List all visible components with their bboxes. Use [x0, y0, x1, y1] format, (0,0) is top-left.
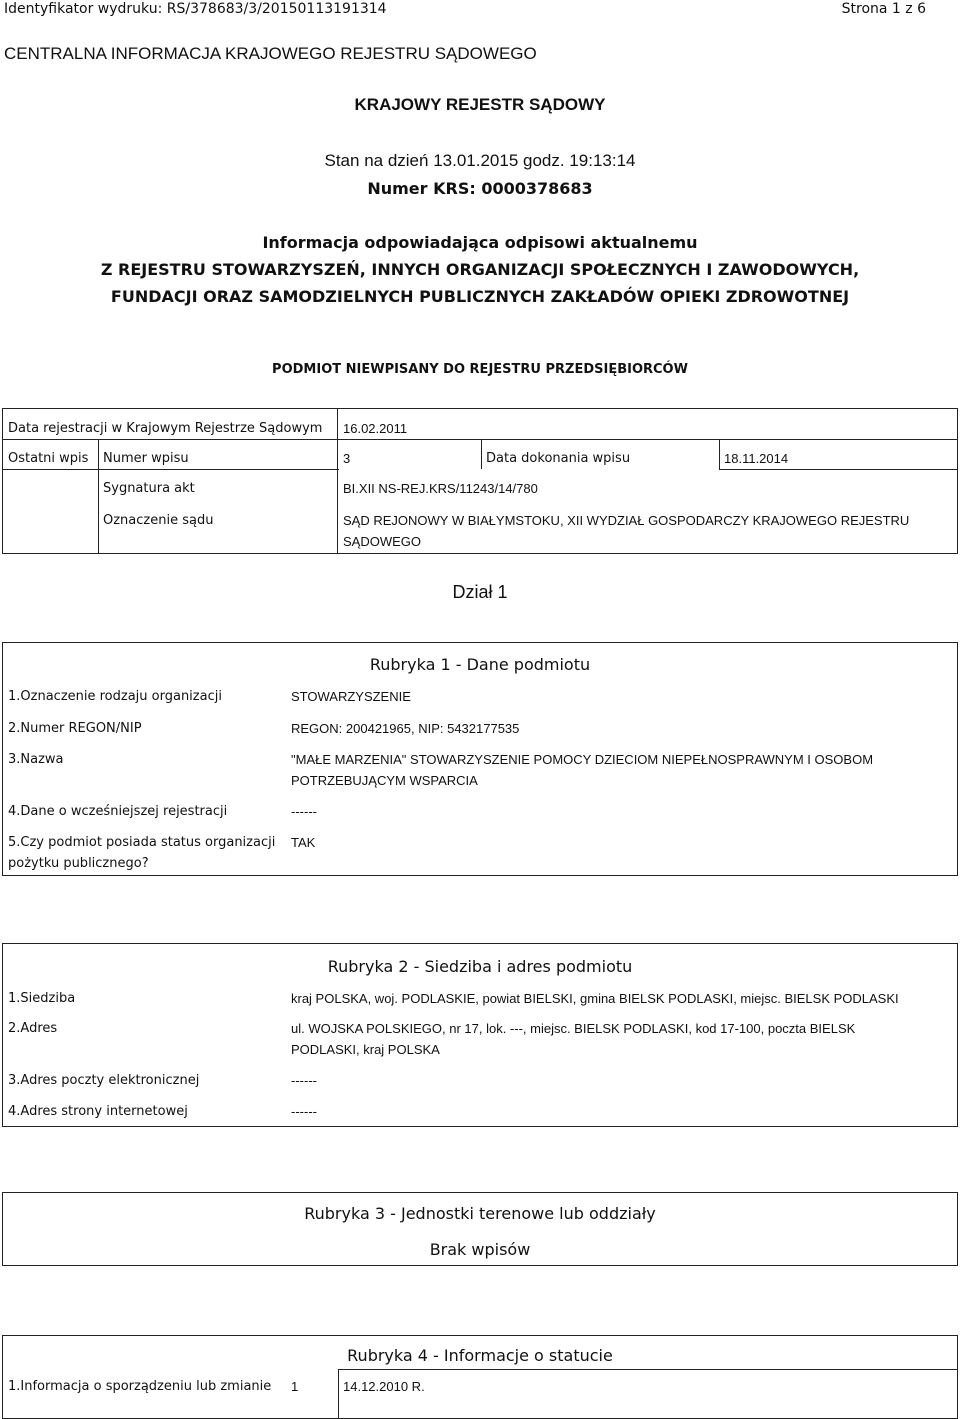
entry-date-label: Data dokonania wpisu: [486, 451, 631, 466]
rubric-1-row-1-label: 1.Oznaczenie rodzaju organizacji: [8, 689, 222, 704]
signature-label: Sygnatura akt: [103, 481, 195, 496]
signature-value: BI.XII NS-REJ.KRS/11243/14/780: [343, 481, 538, 496]
court-value: SĄD REJONOWY W BIAŁYMSTOKU, XII WYDZIAŁ GOSPODARCZY KRAJOWEGO REJESTRU SĄDOWEGO: [343, 513, 910, 549]
rubric-3-title: Rubryka 3 - Jednostki terenowe lub oddziały: [304, 1204, 656, 1223]
rubric-1-row-4-value: ------: [291, 804, 317, 819]
rubric-2-table: [2, 943, 958, 1127]
rubric-1-row-1-value: STOWARZYSZENIE: [291, 689, 411, 704]
rubric-1-table: [2, 642, 958, 876]
rubric-1-row-5-label: 5.Czy podmiot posiada status organizacji pożytku publicznego?: [8, 835, 276, 871]
entry-date-value: 18.11.2014: [724, 451, 789, 466]
rubric-1-row-3-value: "MAŁE MARZENIA" STOWARZYSZENIE POMOCY DZIECIOM NIEPEŁNOSPRAWNYM I OSOBOM POTRZEBUJĄCYM WSPARCIA: [291, 752, 874, 788]
rubric-3-table: [2, 1192, 958, 1266]
page-number: Strona 1 z 6: [841, 1, 926, 17]
state-date: Stan na dzień 13.01.2015 godz. 19:13:14: [324, 151, 636, 170]
info-line-3: FUNDACJI ORAZ SAMODZIELNYCH PUBLICZNYCH ZAKŁADÓW OPIEKI ZDROWOTNEJ: [110, 287, 850, 306]
rubric-2-row-3-value: ------: [291, 1073, 317, 1088]
reg-date-value: 16.02.2011: [343, 421, 408, 436]
rubric-4-row-1-value: 14.12.2010 R.: [343, 1379, 425, 1394]
rubric-2-row-4-value: ------: [291, 1104, 317, 1119]
rubric-2-row-4-label: 4.Adres strony internetowej: [8, 1104, 188, 1119]
rubric-2-title: Rubryka 2 - Siedziba i adres podmiotu: [327, 957, 633, 976]
print-identifier: Identyfikator wydruku: RS/378683/3/20150113191314: [4, 1, 387, 17]
rubric-4-row-1-label: 1.Informacja o sporządzeniu lub zmianie: [8, 1379, 272, 1394]
entry-number-value: 3: [343, 451, 351, 466]
rubric-4-table: [2, 1335, 958, 1419]
rubric-3-empty: Brak wpisów: [429, 1240, 531, 1259]
rubric-2-row-1-label: 1.Siedziba: [8, 991, 76, 1006]
rubric-1-row-5-value: TAK: [291, 835, 316, 850]
rubric-1-row-2-value: REGON: 200421965, NIP: 5432177535: [291, 721, 520, 736]
subject-note: PODMIOT NIEWPISANY DO REJESTRU PRZEDSIĘBIORCÓW: [272, 362, 688, 377]
court-label: Oznaczenie sądu: [103, 513, 214, 528]
rubric-1-row-2-label: 2.Numer REGON/NIP: [8, 721, 142, 736]
rubric-4-title: Rubryka 4 - Informacje o statucie: [347, 1346, 613, 1365]
rubric-1-row-3-label: 3.Nazwa: [8, 752, 64, 767]
entry-number-label: Numer wpisu: [103, 451, 189, 466]
info-line-1: Informacja odpowiadająca odpisowi aktualnemu: [262, 233, 698, 252]
rubric-2-row-2-label: 2.Adres: [8, 1021, 58, 1036]
krs-number: Numer KRS: 0000378683: [367, 179, 593, 198]
rubric-1-row-4-label: 4.Dane o wcześniejszej rejestracji: [8, 804, 228, 819]
rubric-4-row-1-number: 1: [291, 1379, 299, 1394]
rubric-2-row-2-value: ul. WOJSKA POLSKIEGO, nr 17, lok. ---, miejsc. BIELSK PODLASKI, kod 17-100, poczta BIELSK PODLASKI, kraj POLSKA: [291, 1021, 856, 1057]
rubric-1-title: Rubryka 1 - Dane podmiotu: [369, 655, 591, 674]
section-title: Dział 1: [452, 582, 508, 602]
rubric-2-row-1-value: kraj POLSKA, woj. PODLASKIE, powiat BIELSKI, gmina BIELSK PODLASKI, miejsc. BIELSK PODLASKI: [291, 991, 899, 1006]
info-line-2: Z REJESTRU STOWARZYSZEŃ, INNYCH ORGANIZACJI SPOŁECZNYCH I ZAWODOWYCH,: [100, 260, 860, 279]
last-entry-label: Ostatni wpis: [8, 451, 89, 466]
rubric-2-row-3-label: 3.Adres poczty elektronicznej: [8, 1073, 200, 1088]
reg-date-label: Data rejestracji w Krajowym Rejestrze Sądowym: [8, 421, 323, 436]
registry-title: KRAJOWY REJESTR SĄDOWY: [354, 95, 606, 114]
central-info-title: CENTRALNA INFORMACJA KRAJOWEGO REJESTRU SĄDOWEGO: [4, 44, 537, 63]
registration-table: [2, 408, 958, 554]
